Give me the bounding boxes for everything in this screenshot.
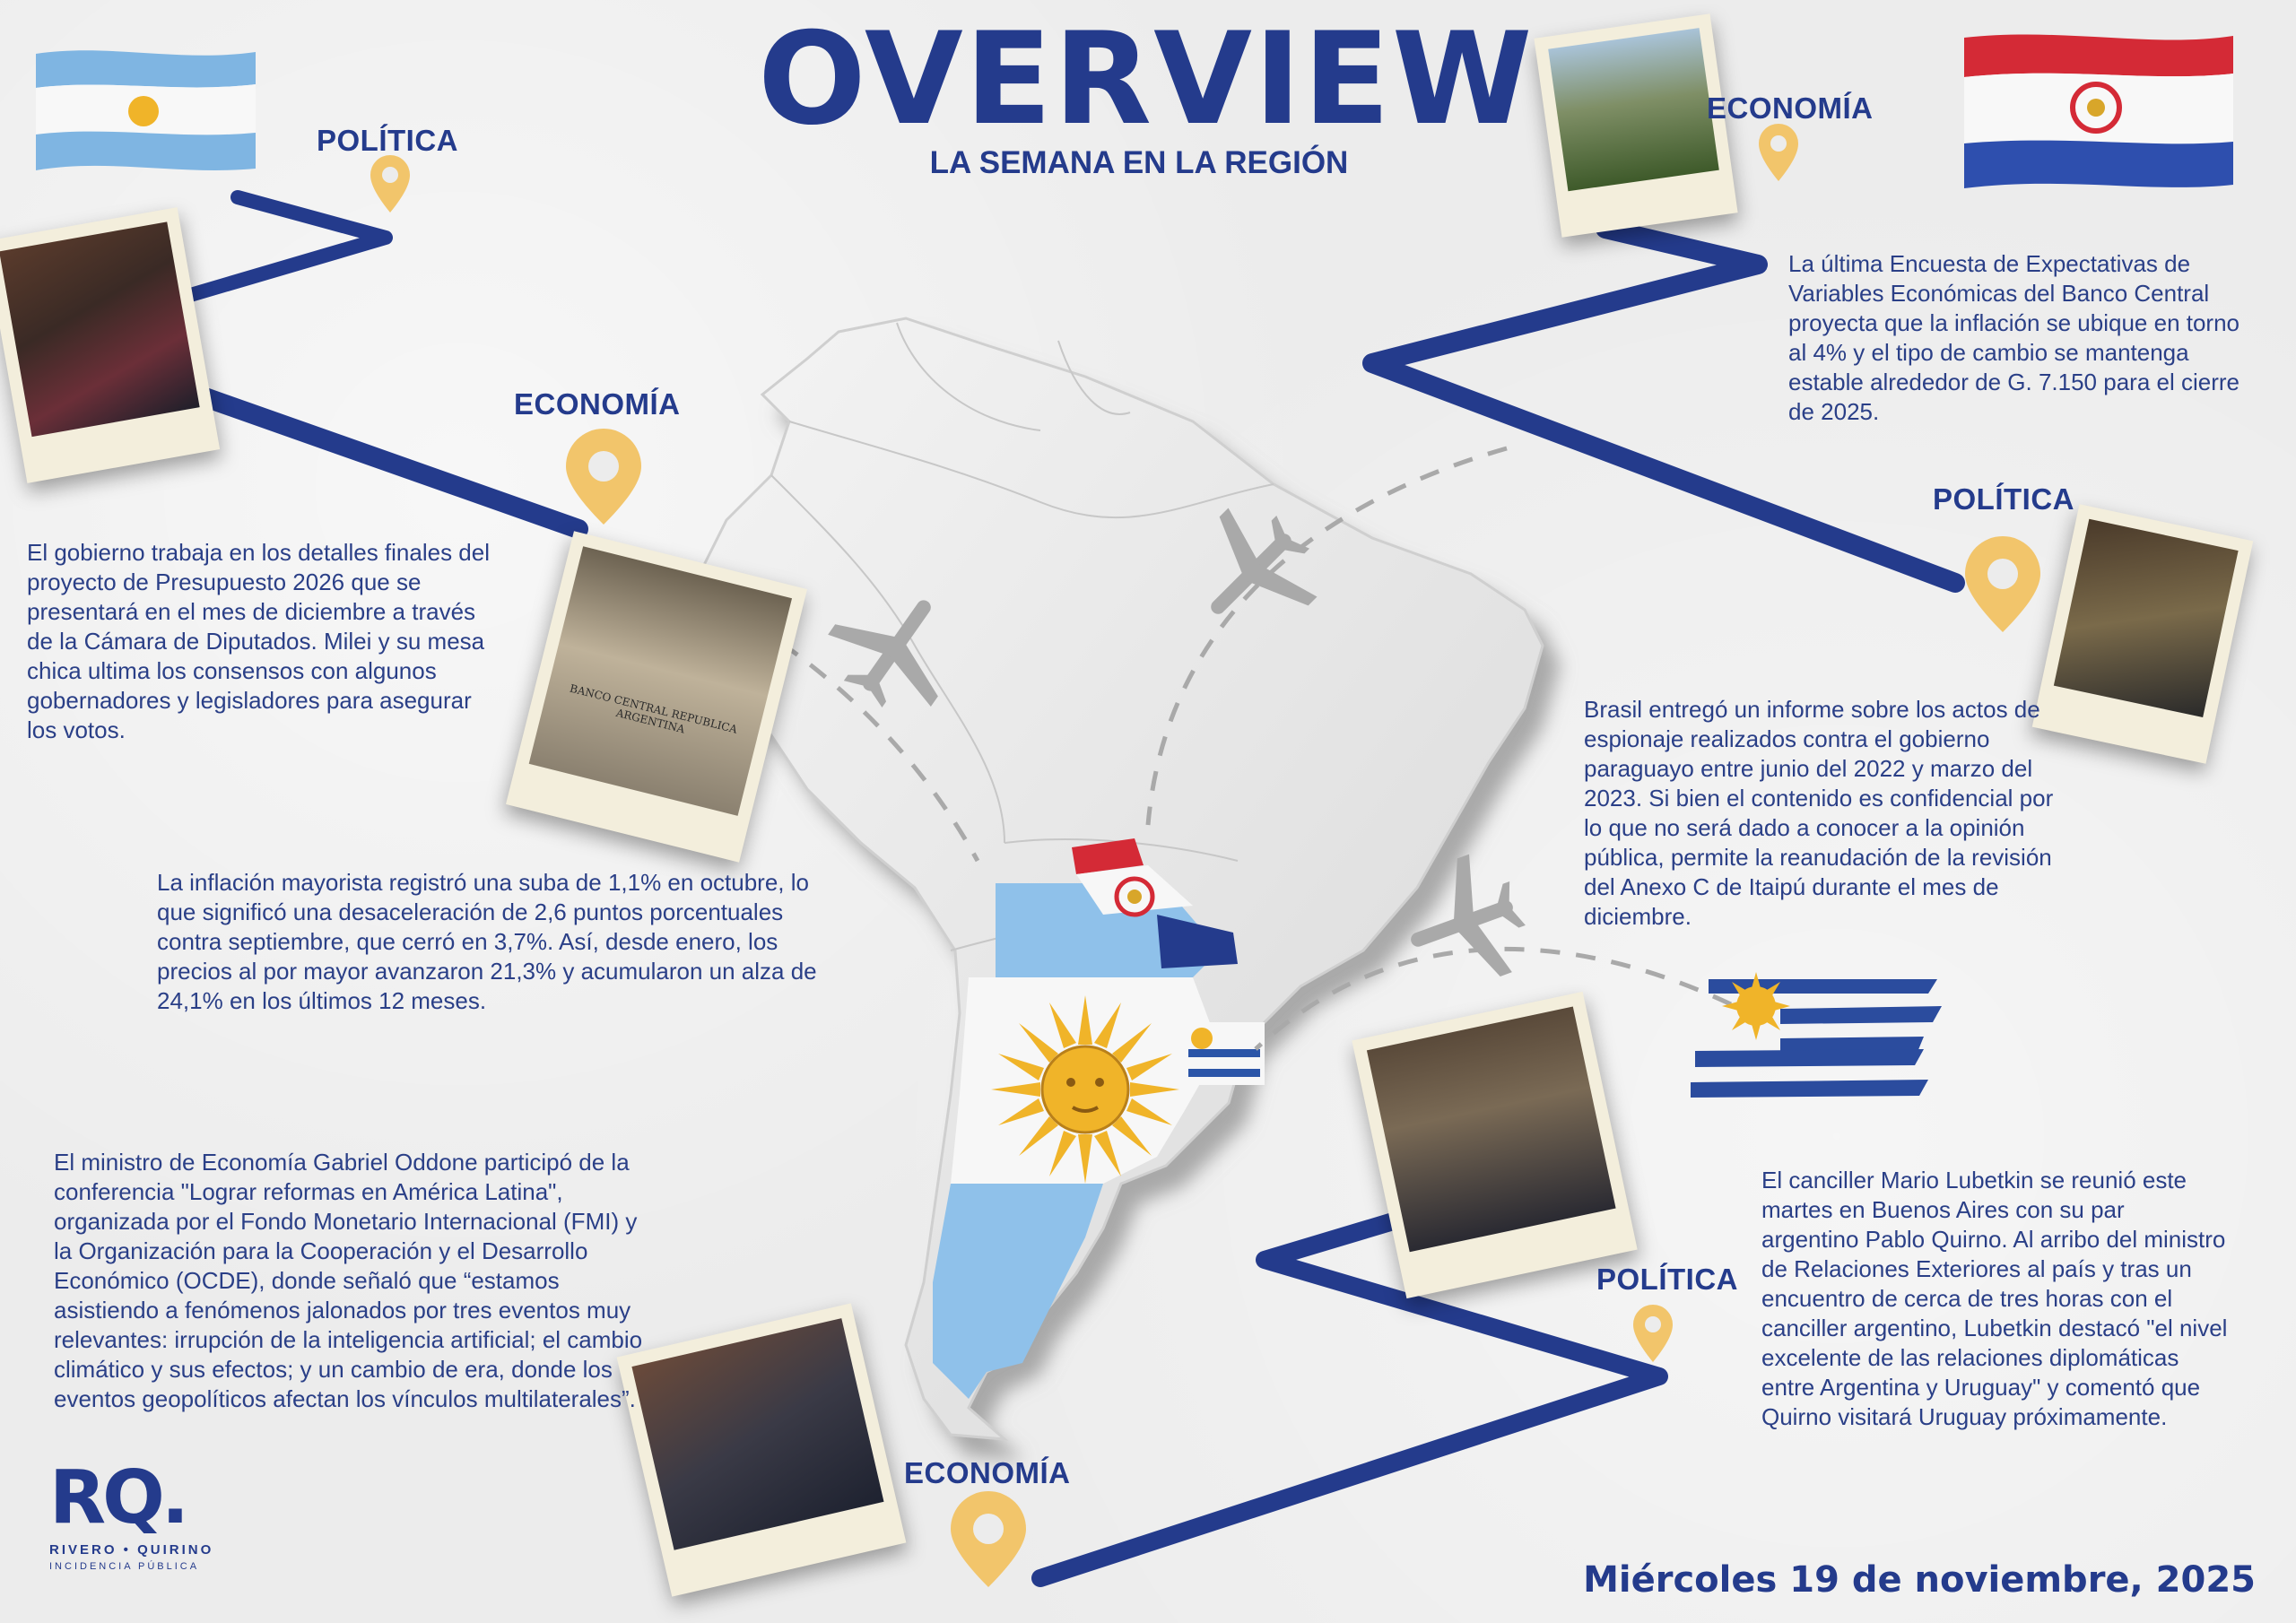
page-title: OVERVIEW [758,5,1535,153]
tag-politica-uruguay: POLÍTICA [1596,1263,1738,1296]
date-label: Miércoles 19 de noviembre, 2025 [1583,1559,2256,1601]
paraguay-flag-icon [1964,35,2233,188]
location-pin-icon [1759,124,1798,181]
paragraph-paraguay-politica: Brasil entregó un informe sobre los actos de espionaje realizados contra el gobierno paraguayo entre junio del 2022 y marzo del 2023. Si bien el contenido es confidencial por lo que no será dado a conocer a la opinión pública, permite la reanudación de la revisión del Anexo C de Itaipú durante el mes de diciembre. [1584,696,2054,930]
paragraph-uruguay-politica: El canciller Mario Lubetkin se reunió este martes en Buenos Aires con su par argentino Pablo Quirno. Al arribo del ministro de Relaciones Exteriores al país y tras un encuentro de cerca de tres horas con el canciller argentino, Lubetkin destacó "el nivel excelente de las relaciones diplomáticas entre Argentina y Uruguay" y comentó que Quirno visitará Uruguay próximamente. [1761,1167,2228,1430]
location-pin-icon [566,429,641,525]
logo-tagline: INCIDENCIA PÚBLICA [49,1561,200,1572]
logo-mark: RQ. [49,1455,186,1541]
photo-caption: BANCO CENTRAL REPUBLICA ARGENTINA [568,681,739,736]
paragraph-uruguay-economia: El ministro de Economía Gabriel Oddone participó de la conferencia "Lograr reformas en América Latina", organizada por el Fondo Monetario Internacional (FMI) y la Organización para la Cooperación y el Desarrollo Económico (OCDE), donde señaló que “estamos asistiendo a fenómenos jalonados por tres eventos muy relevantes: irrupción de la inteligencia artificial; el cambio climático y sus efectos; y un cambio de era, donde los eventos geopolíticos afectan los vínculos multilaterales”. [54,1149,643,1412]
tag-politica-paraguay: POLÍTICA [1933,482,2074,516]
tag-economia-argentina: ECONOMÍA [514,387,681,421]
argentina-flag-icon [36,50,256,170]
tag-politica-argentina: POLÍTICA [317,124,458,157]
paragraph-argentina-economia: La inflación mayorista registró una suba de 1,1% en octubre, lo que significó una desaceleración de 2,6 puntos porcentuales contra septiembre, que cerró en 3,7%. Así, desde enero, los precios al por mayor avanzaron 21,3% y acumularon un alza de 24,1% en los últimos 12 meses. [157,869,817,1014]
logo [49,1455,229,1572]
tag-economia-uruguay: ECONOMÍA [904,1456,1071,1489]
paragraph-paraguay-economia: La última Encuesta de Expectativas de Variables Económicas del Banco Central proyecta que la inflación se ubique en torno al 4% y el tipo de cambio se mantenga estable alrededor de G. 7.150 para el cierre de 2025. [1788,250,2240,425]
tag-economia-paraguay: ECONOMÍA [1707,91,1874,125]
uruguay-flag-overlay [1184,1022,1265,1085]
sun-of-may-icon [991,995,1179,1184]
page-subtitle: LA SEMANA EN LA REGIÓN [929,145,1349,180]
photo-banco-central-paraguay [1534,13,1737,237]
location-pin-icon [1965,536,2040,632]
location-pin-icon [370,155,410,213]
location-pin-icon [1633,1305,1673,1362]
route-line-bottom-right [1040,1219,1659,1578]
paragraph-argentina-politica: El gobierno trabaja en los detalles finales del proyecto de Presupuesto 2026 que se presentará en el mes de diciembre a través de la Cámara de Diputados. Milei y su mesa chica ultima los consensos con algunos gobernadores y legisladores para asegurar los votos. [27,539,491,743]
location-pin-icon [951,1491,1026,1587]
logo-name: RIVERO • QUIRINO [49,1542,214,1558]
uruguay-flag-icon [1691,972,1942,1098]
